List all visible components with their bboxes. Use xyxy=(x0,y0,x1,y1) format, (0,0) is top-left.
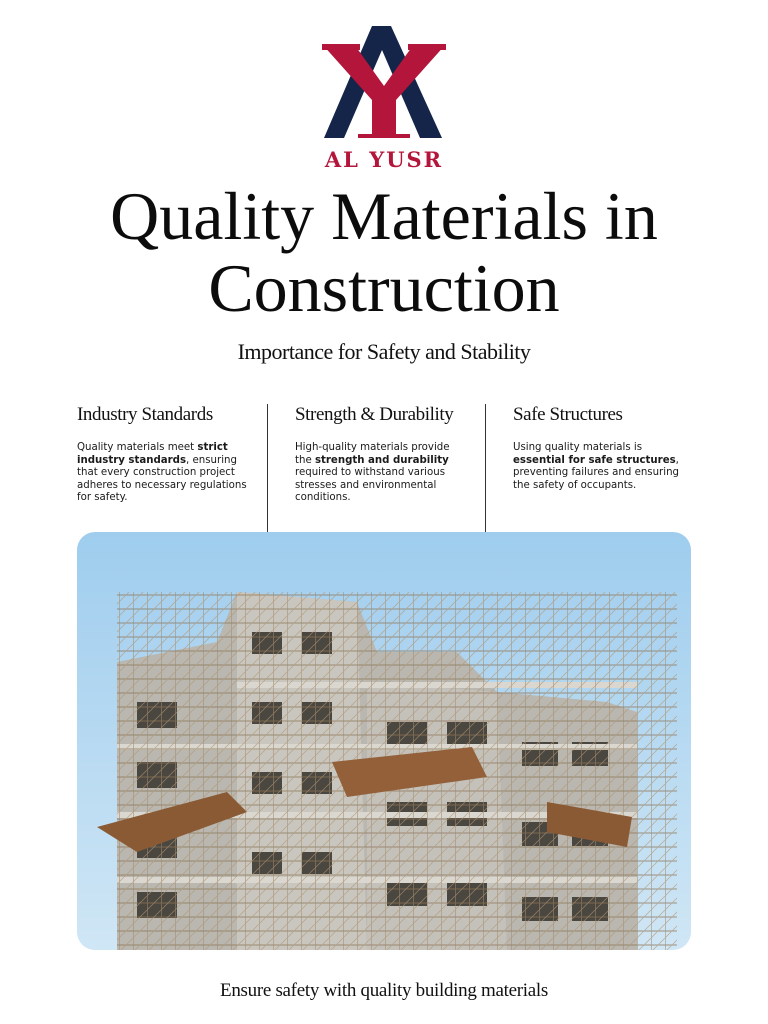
brand-name: AL YUSR xyxy=(324,147,444,172)
column-divider xyxy=(267,404,268,532)
footer-tagline: Ensure safety with quality building materials xyxy=(220,980,548,1001)
column-heading: Industry Standards xyxy=(77,404,213,425)
page-title: Quality Materials in Construction xyxy=(110,178,658,326)
ay-monogram-icon xyxy=(318,20,450,145)
column-safe-structures xyxy=(513,404,683,492)
column-text: Using quality materials is essential for safe structures, preventing failures and ensuring the safety of occupants. xyxy=(513,442,679,491)
column-strength-durability xyxy=(295,404,465,505)
column-text: High-quality materials provide the strength and durability required to withstand various stresses and environmental conditions. xyxy=(295,442,450,503)
brand-logo xyxy=(318,20,450,170)
column-heading: Safe Structures xyxy=(513,404,623,425)
column-text: Quality materials meet strict industry standards, ensuring that every construction project adheres to necessary regulations for safety. xyxy=(77,442,247,503)
building-under-construction-photo xyxy=(77,532,691,950)
column-heading: Strength & Durability xyxy=(295,404,454,425)
page-subtitle: Importance for Safety and Stability xyxy=(237,339,531,364)
column-divider xyxy=(485,404,486,532)
column-industry-standards xyxy=(77,404,247,505)
